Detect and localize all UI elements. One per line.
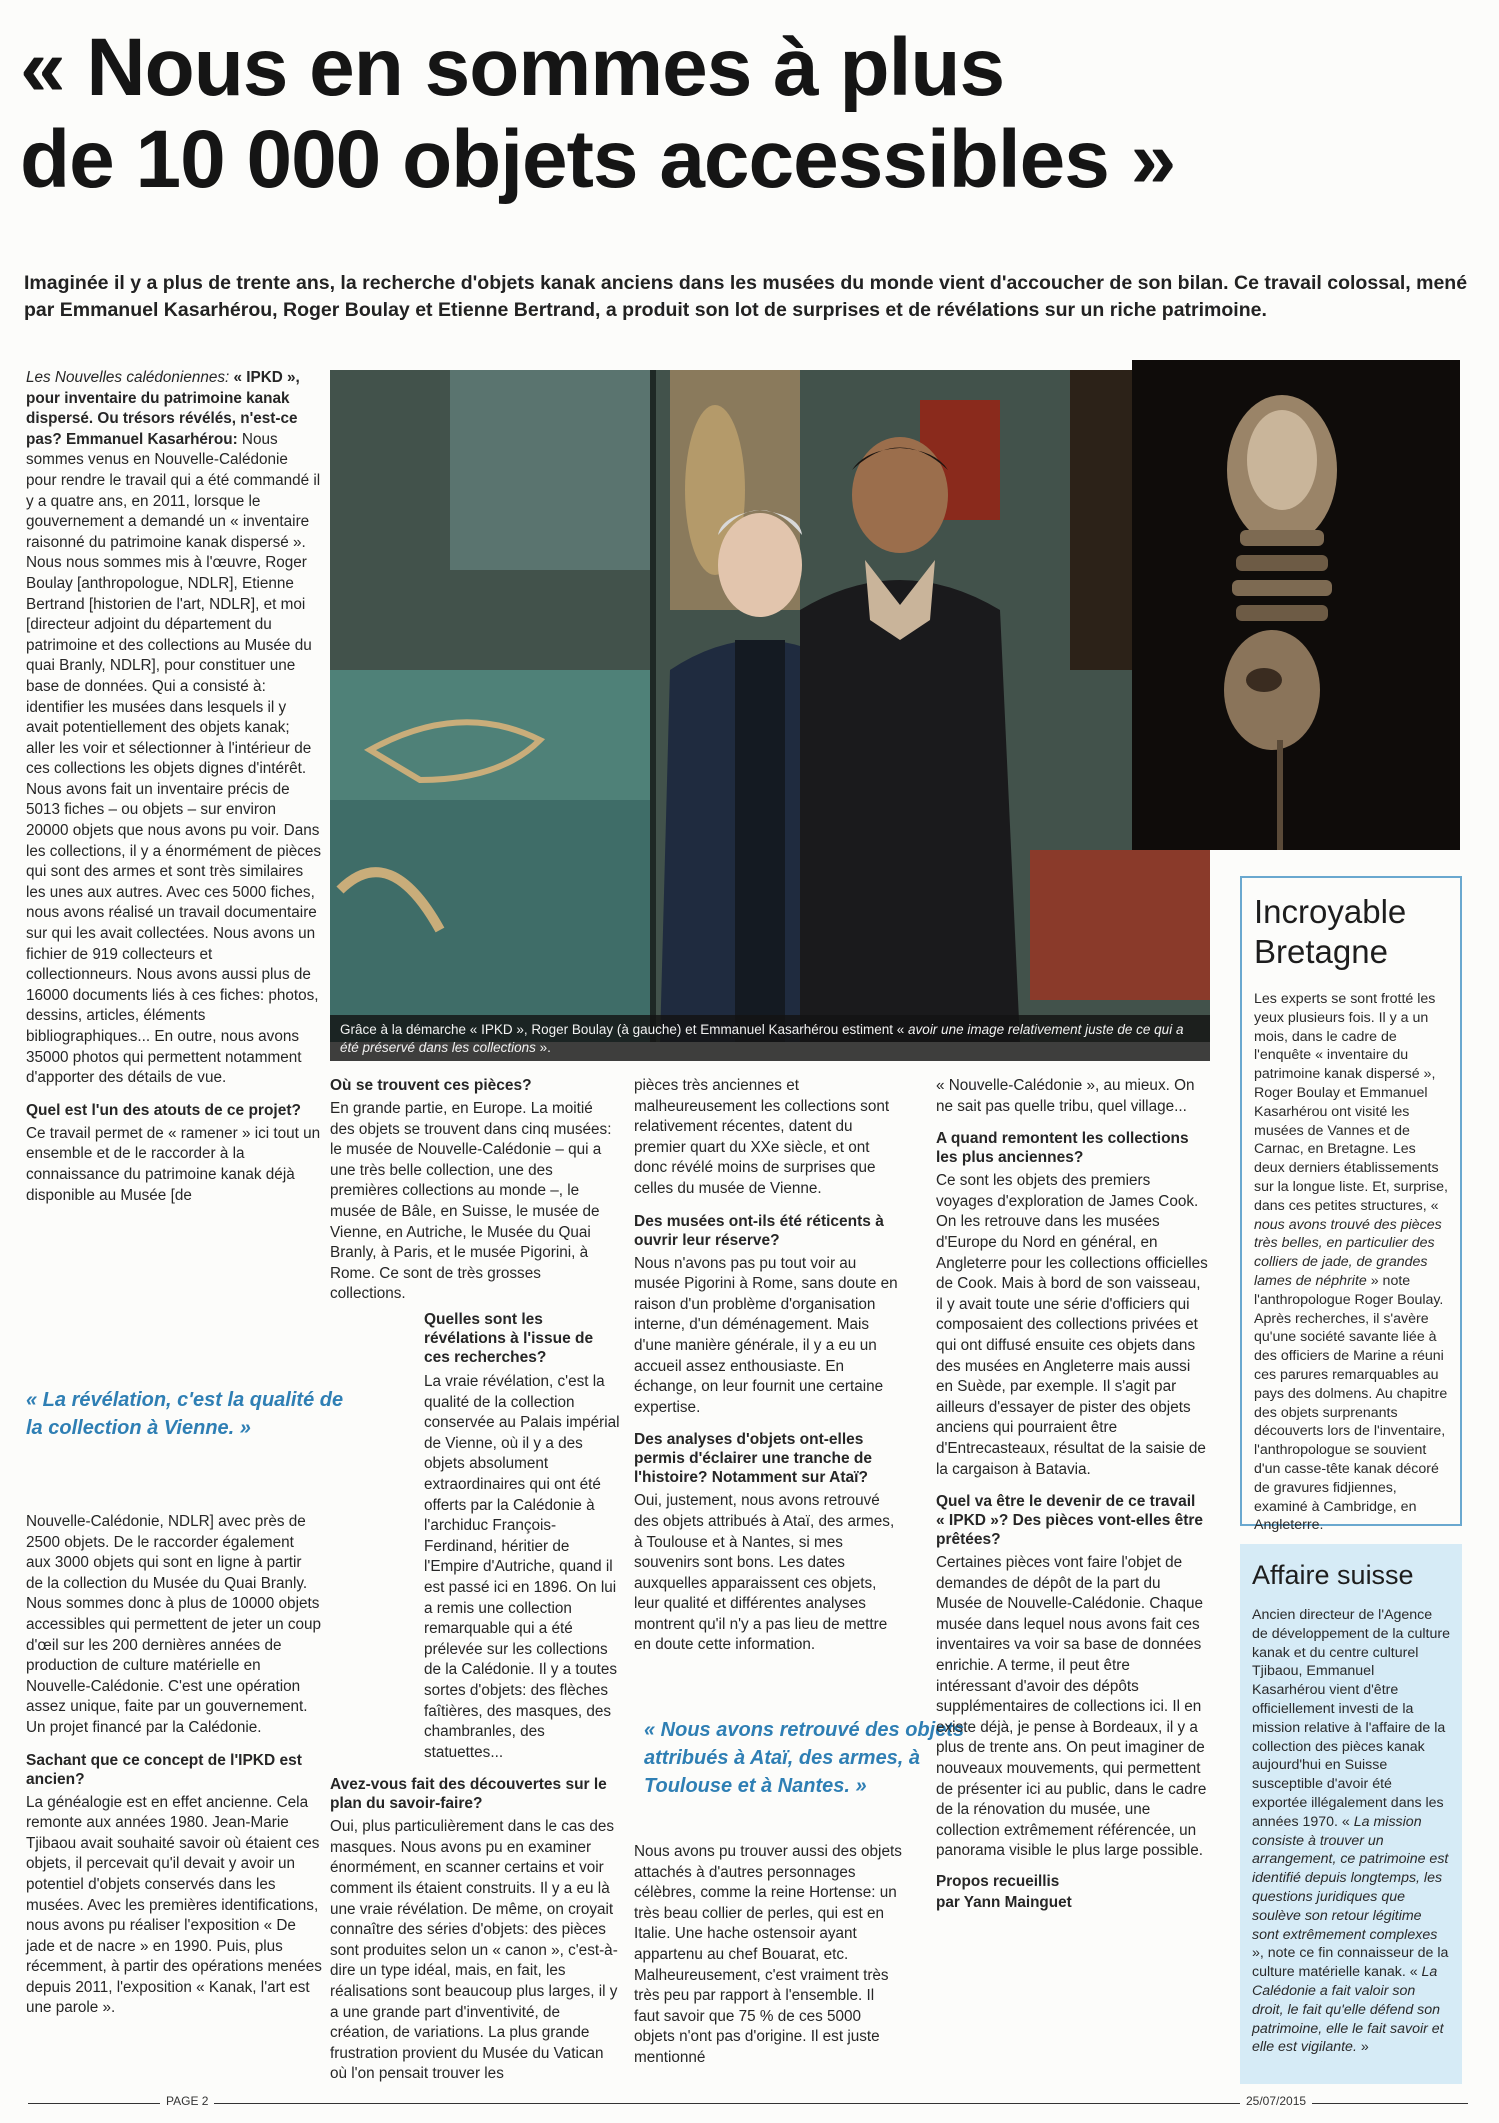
caption-end: ». [535,1040,551,1055]
column-2 [330,1076,620,1313]
sidebar-quote: nous avons trouvé des pièces très belles, en particulier des colliers de jade, de grandes lames de néphrite [1254,1216,1442,1289]
column-2-lower [330,1372,620,2093]
headline-line-2: de 10 000 objets accessibles » [20,114,1176,205]
answer-text: Nous avons pu trouver aussi des objets attachés à d'autres personnages célèbres, comme la reine Hortense: un très beau collier de perles, qui est en Italie. Une hache ostensoir ayant appartenu au chef Bouarat, etc. Malheureusement, c'est vraiment très très peu par rapport à l'ensemble. Il faut savoir que 75 % de ces 5000 objets n'ont pas d'origine. Il est juste mentionné [634,1843,902,2066]
answer-text: Nous sommes venus en Nouvelle-Calédonie pour rendre le travail qui a été commandé il y a quatre ans, en 2011, lorsque le gouvernement a demandé un « inventaire raisonné du patrimoine kanak dispersé ». Nous nous sommes mis à l'œuvre, Roger Boulay [anthropologue, NDLR], Etienne Bertrand [historien de l'art, NDLR], et moi [directeur adjoint du département du patrimoine et des collections au Musée du quai Branly, NDLR], pour constituer une base de données. Qui a consisté à: identifier les musées dans lesquels il y avait potentiellement des objets kanak; aller les voir et sélectionner à l'intérieur de ces collections les objets dignes d'intérêt. Nous avons fait un inventaire précis de 5013 fiches – ou objets – sur environ 20000 objets que nous avons pu voir. Dans les collections, il y a énormément de pièces qui sont des armes et sont très similaires les unes aux autres. Avec ces 5000 fiches, nous avons réalisé un travail documentaire sur qui les avait collectées. Nous avons un fichier de 919 collecteurs et collectionneurs. Nous avons aussi plus de 16000 documents liés à ces fiches: photos, dessins, articles, éléments bibliographiques... En outre, nous avons 35000 photos qui permettent notamment d'apporter des détails de vue. [26,430,322,1087]
column-3 [634,1076,902,1664]
question-heading: Quel va être le devenir de ce travail « IPKD »? Des pièces vont-elles être prêtées? [936,1493,1204,1549]
issue-date: 25/07/2015 [1240,2094,1312,2108]
interview-question: « IPKD », pour inventaire du patrimoine kanak dispersé. Ou trésors révélés, n'est-ce pas? [26,369,300,448]
headline [20,22,1480,206]
question-heading: Avez-vous fait des découvertes sur le plan du savoir-faire? [330,1776,607,1813]
answer-text: Ce sont les objets des premiers voyages d'exploration de James Cook. On les retrouve dans les musées d'Europe du Nord en général, en Angleterre pour les collections officielles de Cook. Mais à bord de son vaisseau, il y avait toute une série d'officiers qui composaient des collections privées et qui ont diffusé ensuite ces objets dans des musées en Angleterre mais aussi en Suède, par exemple. Il s'agit par ailleurs d'essayer de pister des objets anciens qui pourraient être d'Entrecasteaux, résultat de la saisie de la cargaison à Batavia. [936,1172,1208,1478]
column-4 [936,1076,1208,1913]
answer-text: La généalogie est en effet ancienne. Cela remonte aux années 1980. Jean-Marie Tjibaou avait souhaité savoir où étaient ces objets, il percevait qu'il devait y avoir un potentiel d'objets conservés dans les musées. Avec les premières identifications, nous avons pu réaliser l'exposition « De jade et de nacre » en 1990. Puis, plus récemment, à partir des opérations menées depuis 2011, l'exposition « Kanak, l'art est une parole ». [26,1793,322,2017]
question-heading: Des musées ont-ils été réticents à ouvrir leur réserve? [634,1212,884,1249]
question-heading: Où se trouvent ces pièces? [330,1077,532,1094]
column-2-mid [424,1310,620,1371]
side-photo [1132,360,1460,850]
question-heading: Quelles sont les révélations à l'issue de ces recherches? [424,1311,594,1366]
pull-quote: « Nous avons retrouvé des objets attribués à Ataï, des armes, à Toulouse et à Nantes. » [644,1719,965,1797]
lede: Imaginée il y a plus de trente ans, la recherche d'objets kanak anciens dans les musées du monde vient d'accoucher de son bilan. Ce travail colossal, mené par Emmanuel Kasarhérou, Roger Boulay et Etienne Bertrand, a produit son lot de surprises et de révélations sur un riche patrimoine. [24,272,1468,321]
sidebar-text [1252,1606,1450,2057]
main-photo [330,370,1210,1042]
sidebar-incroyable-bretagne [1240,876,1462,1534]
question-heading: Des analyses d'objets ont-elles permis d'éclairer une tranche de l'histoire? Notamment sur Ataï? [634,1431,873,1487]
answer-text: Oui, plus particulièrement dans le cas des masques. Nous avons pu en examiner énormément, en scanner certains et voir comment ils étaient construits. Il y a eu là une vraie révélation. De même, on croyait connaître des séries d'objets: des pièces sont produites selon un « canon », c'est-à-dire un type idéal, mais, en fait, les réalisations sont beaucoup plus larges, il y a une grande part d'inventivité, de création, de variations. La plus grande frustration provient du Musée du Vatican où l'on pensait trouver les [330,1818,618,2083]
photo-illustration [330,370,1210,1042]
column-1 [26,368,322,1214]
sidebar-text [1254,990,1448,1535]
signature-line-2: par Yann Mainguet [936,1893,1072,1911]
sidebar-quote: La mission consiste à trouver un arrangement, ce patrimoine est identifié depuis longtemps, les questions juridiques que soulève son retour légitime sont extrêmement complexes [1252,1813,1449,1943]
interview-source: Les Nouvelles calédoniennes: [26,369,230,386]
sidebar-affaire-suisse [1240,1544,1462,2084]
sidebar-text-part: » note l'anthropologue Roger Boulay. Après recherches, il s'avère qu'une société savante liée à des officiers de Marine a réuni ces parures remarquables au pays des dolmens. Au chapitre des objets surprenants découverts lors de l'inventaire, l'anthropologue se souvient d'un casse-tête kanak décoré de gravures fidjiennes, examiné à Cambridge, en Angleterre. [1254,1272,1448,1534]
sidebar-text-part: Les experts se sont frotté les yeux plusieurs fois. Il y a un mois, dans le cadre de l'enquête « inventaire du patrimoine kanak dispersé », Roger Boulay et Emmanuel Kasarhérou ont visité les musées de Vannes et de Carnac, en Bretagne. Les deux derniers établissements sur la longue liste. Et, surprise, dans ces petites structures, « [1254,991,1448,1214]
answer-text: pièces très anciennes et malheureusement les collections sont relativement récentes, datent du premier quart du XXe siècle, et ont donc révélé moins de surprises que celles du musée de Vienne. [634,1077,890,1197]
sidebar-text-part: », note ce fin connaisseur de la culture matérielle kanak. « [1252,1945,1449,1981]
sidebar-quote: La Calédonie a fait valoir son droit, le fait qu'elle défend son patrimoine, elle le fait savoir et elle est vigilante. [1252,1964,1444,2056]
pull-quote: « La révélation, c'est la qualité de la collection à Vienne. » [26,1389,344,1439]
page-number: PAGE 2 [160,2094,214,2108]
sidebar-text-part: » [1356,2039,1369,2056]
answer-text: Ce travail permet de « ramener » ici tout un ensemble et de le raccorder à la connaissance du patrimoine kanak déjà disponible au Musée [de [26,1124,321,1204]
answer-text: « Nouvelle-Calédonie », au mieux. On ne sait pas quelle tribu, quel village... [936,1077,1195,1115]
answer-text: La vraie révélation, c'est la qualité de la collection conservée au Palais impérial de Vienne, où il y a des objets absolument extraordinaires qui ont été offerts par la Calédonie à l'archiduc François-Ferdinand, héritier de l'Empire d'Autriche, quand il est passé ici en 1896. On lui a remis une collection remarquable qui a été prélevée sur les collections de la Calédonie. Il y a toutes sortes d'objets: des flèches faîtières, des masques, des chambranles, des statuettes... [424,1373,620,1761]
signature-line-1: Propos recueillis [936,1873,1060,1890]
mask-illustration [1132,360,1460,850]
answer-text: Oui, justement, nous avons retrouvé des objets attribués à Ataï, des armes, à Toulouse et à Nantes, si mes souvenirs sont bons. Les dates auxquelles apparaissent ces objets, leur qualité et différentes analyses montrent qu'il n'y a pas lieu de mettre en doute cette information. [634,1492,895,1654]
column-1-lower [26,1512,322,2027]
sidebar-title: Incroyable Bretagne [1254,893,1407,970]
answer-text: Nouvelle-Calédonie, NDLR] avec près de 2500 objets. De le raccorder également aux 3000 objets qui sont en ligne à partir de la collection du Musée du Quai Branly. Nous sommes donc à plus de 10000 objets accessibles qui permettent de jeter un coup d'œil sur les 200 dernières années de production de culture matérielle en Nouvelle-Calédonie. C'est une opération assez unique, faite par un gouvernement. Un projet financé par la Calédonie. [26,1513,322,1736]
caption-quote: avoir une image relativement juste de ce qui a été préservé dans les collections [340,1022,1184,1055]
question-heading: A quand remontent les collections les plus anciennes? [936,1130,1189,1167]
question-heading: Sachant que ce concept de l'IPKD est ancien? [26,1751,302,1788]
answer-text: Nous n'avons pas pu tout voir au musée Pigorini à Rome, sans doute en raison d'un problème d'organisation interne, d'un déménagement. Mais d'une manière générale, il y a eu un accueil assez enthousiaste. En échange, on leur fournit une certaine expertise. [634,1254,898,1416]
sidebar-title: Affaire suisse [1252,1560,1414,1590]
question-heading: Quel est l'un des atouts de ce projet? [26,1101,301,1119]
headline-line-1: « Nous en sommes à plus [20,22,1005,113]
sidebar-text-part: Ancien directeur de l'Agence de développement de la culture kanak et du centre culturel Tjibaou, Emmanuel Kasarhérou vient d'être officiellement investi de la mission relative à l'affaire de la collection des pièces kanak aujourd'hui en Suisse susceptible d'avoir été exportée illégalement dans les années 1970. « [1252,1607,1450,1830]
interview-speaker: Emmanuel Kasarhérou: [65,430,238,448]
caption-text: Grâce à la démarche « IPKD », Roger Boulay (à gauche) et Emmanuel Kasarhérou estiment « [340,1022,909,1037]
photo-caption [330,1015,1210,1061]
answer-text: En grande partie, en Europe. La moitié des objets se trouvent dans cinq musées: le musée de Nouvelle-Calédonie – qui a une très belle collection, une des premières collections au monde –, le musée de Bâle, en Suisse, le musée de Vienne, en Autriche, le Musée du Quai Branly, à Paris, et le musée Pigorini, à Rome. Ce sont de très grosses collections. [330,1100,612,1303]
answer-text: Certaines pièces vont faire l'objet de demandes de dépôt de la part du Musée de Nouvelle-Calédonie. Chaque musée dans lequel nous avons fait ces inventaires va voir sa base de données enrichie. A terme, il peut être intéressant d'avoir des dépôts supplémentaires de collections ici. Il en existe déjà, je pense à Bordeaux, il y a plus de trente ans. On peut imaginer de nouveaux mouvements, qui permettent de présenter ici au public, dans le cadre de la rénovation du musée, une collection extrêmement référencée, un panorama visible le plus large possible. [936,1554,1207,1860]
column-3-lower [634,1842,902,2077]
